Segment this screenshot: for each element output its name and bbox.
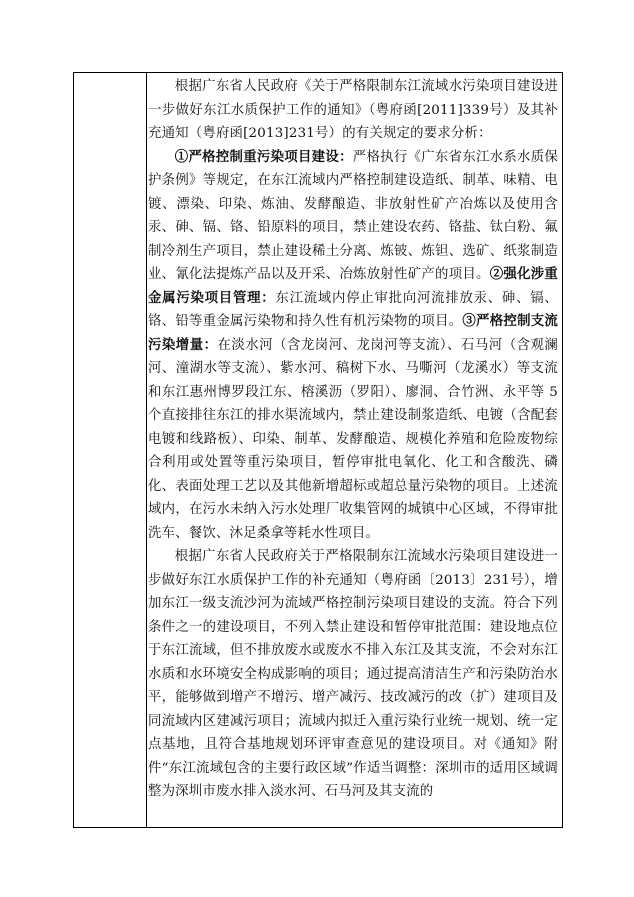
paragraph-supplement <box>148 545 558 804</box>
supplement-text: 根据广东省人民政府关于严格限制东江流域水污染项目建设进一步做好东江水质保护工作的补充通知（粤府函〔2013〕231号），增加东江一级支流沙河为流域严格控制污染项目建设的支流。符合下列条件之一的建设项目，不列入禁止建设和暂停审批范围：建设地点位于东江流域，但不排放废水或废水不排入东江及其支流，不会对东江水质和水环境安全构成影响的项目；通过提高清洁生产和污染防治水平，能够做到增产不增污、增产减污、技改减污的改（扩）建项目及同流域内区建减污项目；流域内拟迁入重污染行业统一规划、统一定点基地，且符合基地规划环评审查意见的建设项目。对《通知》附件“东江流域包含的主要行政区域”作适当调整：深圳市的适用区域调整为深圳市废水排入淡水河、石马河及其支流的 <box>148 549 558 799</box>
item1-title: ①严格控制重污染项目建设： <box>174 148 353 165</box>
document-table <box>73 72 563 828</box>
paragraph-requirements <box>148 146 558 546</box>
item3-text: 在淡水河（含龙岗河、龙岗河等支流）、石马河（含观澜河、潼湖水等支流）、紫水河、稿树下水、马嘶河（龙溪水）等支流和东江惠州博罗段江东、榕溪沥（罗阳）、廖洞、合竹洲、永平等 5 个直接排往东江的排水渠流域内，禁止建设制浆造纸、电镀（含配套电镀和线路板）、印染、制革、发酵酿造、规模化养殖和危险废物综合利用或处置等重污染项目，暂停审批电氧化、化工和含酸洗、磷化、表面处理工艺以及其他新增超标或超总量污染物的项目。上述流域内，在污水未纳入污水处理厂收集管网的城镇中心区域，不得审批洗车、餐饮、沐足桑拿等耗水性项目。 <box>148 337 558 541</box>
item2-text: 东江流域内停止审批向河流排放汞、砷、镉、铬、铅等重金属污染物和持久性有机污染物的项目。 <box>148 290 558 329</box>
paragraph-intro <box>148 75 558 146</box>
analysis-cell <box>148 75 558 804</box>
item1-text: 严格执行《广东省东江水系水质保护条例》等规定，在东江流域内严格控制建设造纸、制革、味精、电镀、漂染、印染、炼油、发酵酿造、非放射性矿产冶炼以及使用含汞、砷、镉、铬、铅原料的项目，禁止建设农药、铬盐、钛白粉、氟制冷剂生产项目，禁止建设稀土分离、炼铍、炼钽、选矿、纸浆制造业、氰化法提炼产品以及开采、冶炼放射性矿产的项目。 <box>148 149 559 282</box>
item2-title: ②强化涉重金属污染项目管理： <box>148 266 559 306</box>
intro-text: 根据广东省人民政府《关于严格限制东江流域水污染项目建设进一步做好东江水质保护工作的通知》（粤府函[2011]339号）及其补充通知（粤府函[2013]231号）的有关规定的要求分析： <box>148 79 558 141</box>
item3-title: ③严格控制支流污染增量： <box>148 313 558 353</box>
column-divider <box>146 73 147 827</box>
